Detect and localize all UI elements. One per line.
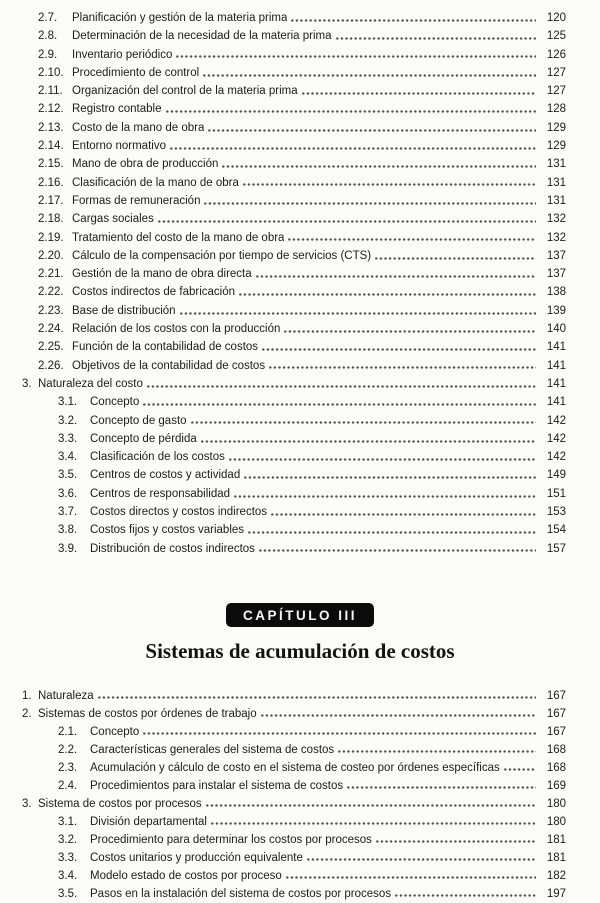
- toc-leader-dots: [233, 494, 536, 499]
- toc-leader-dots: [287, 237, 536, 242]
- toc-entry: [0, 320, 566, 338]
- toc-entry-number: 2.8.: [38, 30, 58, 43]
- toc-entry-title: Costo de la mano de obra: [72, 121, 205, 134]
- toc-entry: [0, 849, 566, 867]
- toc-leader-dots: [346, 785, 536, 790]
- toc-leader-dots: [202, 73, 536, 78]
- toc-entry-page-number: 149: [546, 469, 566, 482]
- toc-entry: [0, 283, 566, 301]
- toc-entry-number: 2.13.: [38, 121, 64, 134]
- toc-entry-title: Planificación y gestión de la materia prima: [72, 12, 288, 24]
- toc-entry: [0, 64, 566, 82]
- toc-entry-title: Procedimiento para determinar los costos por procesos: [90, 833, 372, 846]
- toc-leader-dots: [169, 146, 536, 151]
- toc-entry-title: Concepto de pérdida: [90, 432, 197, 445]
- toc-entry-title: Costos indirectos de fabricación: [72, 286, 235, 299]
- toc-entry: [0, 723, 566, 741]
- toc-entry-title: Pasos en la instalación del sistema de costos por procesos: [90, 887, 392, 900]
- toc-entry-title: Costos unitarios y producción equivalente: [90, 851, 303, 864]
- toc-entry-number: 3.2.: [58, 833, 78, 846]
- toc-entry-number: 2.10.: [38, 66, 64, 79]
- toc-entry-title: Clasificación de los costos: [90, 451, 225, 464]
- toc-entry-number: 3.9.: [58, 542, 78, 555]
- toc-entry: [0, 137, 566, 155]
- toc-entry-number: 3.5.: [58, 887, 78, 900]
- toc-entry: [0, 885, 566, 903]
- toc-entry-title: Naturaleza del costo: [38, 377, 143, 390]
- toc-entry: [0, 540, 566, 558]
- toc-entry-page-number: 142: [546, 414, 566, 427]
- toc-entry: [0, 813, 566, 831]
- toc-entry: [0, 302, 566, 320]
- toc-entry-page-number: 168: [546, 743, 566, 756]
- toc-entry-number: 2.: [22, 707, 32, 720]
- toc-entry-title: Registro contable: [72, 103, 162, 116]
- toc-entry-title: Acumulación y cálculo de costo en el sistema de costeo por órdenes específicas: [90, 761, 500, 774]
- toc-entry-page-number: 197: [546, 887, 566, 900]
- toc-entry-title: Tratamiento del costo de la mano de obra: [72, 231, 285, 244]
- toc-leader-dots: [375, 839, 536, 844]
- toc-entry-page-number: 139: [546, 304, 566, 317]
- toc-entry-number: 2.16.: [38, 176, 64, 189]
- toc-entry: [0, 393, 566, 411]
- toc-entry-number: 2.12.: [38, 103, 64, 116]
- toc-entry-title: Función de la contabilidad de costos: [72, 341, 259, 354]
- toc-entry-title: Costos directos y costos indirectos: [90, 506, 268, 519]
- toc-entry-page-number: 125: [546, 30, 566, 43]
- toc-entry-page-number: 129: [546, 121, 566, 134]
- toc-leader-dots: [210, 821, 536, 826]
- toc-leader-dots: [335, 36, 536, 41]
- toc-leader-dots: [203, 201, 536, 206]
- toc-entry-page-number: 142: [546, 451, 566, 464]
- toc-entry-title: Cargas sociales: [72, 213, 154, 226]
- toc-entry-page-number: 167: [546, 689, 566, 702]
- toc-entry: [0, 777, 566, 795]
- toc-leader-dots: [228, 457, 536, 462]
- toc-entry-title: Inventario periódico: [72, 48, 173, 61]
- toc-entry-number: 3.1.: [58, 396, 78, 409]
- toc-entry-title: Procedimientos para instalar el sistema de costos: [90, 779, 344, 792]
- toc-leader-dots: [285, 875, 536, 880]
- toc-entry-number: 3.6.: [58, 487, 78, 500]
- toc-entry-page-number: 127: [546, 85, 566, 98]
- toc-entry: [0, 229, 566, 247]
- toc-entry-number: 2.25.: [38, 341, 64, 354]
- toc-entry-page-number: 131: [546, 176, 566, 189]
- toc-entry: [0, 357, 566, 375]
- toc-entry-title: Mano de obra de producción: [72, 158, 219, 171]
- toc-entry-number: 2.4.: [58, 779, 78, 792]
- toc-entry: [0, 119, 566, 137]
- toc-entry-title: Concepto: [90, 396, 140, 409]
- toc-entry-number: 2.14.: [38, 140, 64, 153]
- toc-entry-title: Naturaleza: [38, 689, 94, 702]
- toc-leader-dots: [221, 164, 536, 169]
- toc-entry-number: 2.3.: [58, 761, 78, 774]
- toc-entry: [0, 448, 566, 466]
- chapter-heading-block: [0, 603, 600, 664]
- toc-entry-number: 2.20.: [38, 249, 64, 262]
- toc-entry: [0, 247, 566, 265]
- toc-entry-number: 2.18.: [38, 213, 64, 226]
- toc-entry: [0, 831, 566, 849]
- toc-entry-number: 3.: [22, 797, 32, 810]
- toc-entry: [0, 503, 566, 521]
- toc-leader-dots: [247, 530, 536, 535]
- toc-entry-page-number: 154: [546, 524, 566, 537]
- toc-leader-dots: [157, 219, 536, 224]
- toc-entry-page-number: 138: [546, 286, 566, 299]
- toc-entry-page-number: 132: [546, 231, 566, 244]
- toc-entry: [0, 705, 566, 723]
- toc-entry-number: 2.1.: [58, 725, 78, 738]
- toc-entry-page-number: 141: [546, 341, 566, 354]
- toc-entry-page-number: 151: [546, 487, 566, 500]
- toc-entry-number: 2.19.: [38, 231, 64, 244]
- toc-entry-number: 3.7.: [58, 506, 78, 519]
- toc-leader-dots: [142, 402, 536, 407]
- toc-entry: [0, 795, 566, 813]
- toc-leader-dots: [306, 857, 536, 862]
- toc-entry-page-number: 181: [546, 833, 566, 846]
- toc-entry-page-number: 180: [546, 797, 566, 810]
- toc-entry-title: División departamental: [90, 815, 207, 828]
- toc-entry-number: 3.1.: [58, 815, 78, 828]
- toc-entry: [0, 100, 566, 118]
- toc-entry: [0, 430, 566, 448]
- toc-entry: [0, 521, 566, 539]
- toc-entry-number: 3.3.: [58, 851, 78, 864]
- toc-entry: [0, 192, 566, 210]
- toc-entry-page-number: 168: [546, 761, 566, 774]
- toc-entry-page-number: 169: [546, 779, 566, 792]
- toc-entry-title: Modelo estado de costos por proceso: [90, 869, 282, 882]
- toc-entry: [0, 687, 566, 705]
- toc-entry-number: 2.7.: [38, 12, 58, 24]
- toc-entry-number: 2.17.: [38, 194, 64, 207]
- toc-entry-page-number: 180: [546, 815, 566, 828]
- toc-entry-number: 1.: [22, 689, 32, 702]
- toc-entry-title: Cálculo de la compensación por tiempo de servicios (CTS): [72, 249, 372, 262]
- toc-entry-title: Sistema de costos por procesos: [38, 797, 202, 810]
- toc-leader-dots: [200, 439, 536, 444]
- toc-leader-dots: [142, 731, 536, 736]
- toc-entry: [0, 82, 566, 100]
- toc-entry-page-number: 132: [546, 213, 566, 226]
- toc-entry-number: 3.4.: [58, 869, 78, 882]
- toc-entry-title: Concepto de gasto: [90, 414, 187, 427]
- toc-entry-title: Procedimiento de control: [72, 66, 200, 79]
- toc-entry: [0, 174, 566, 192]
- toc-entry: [0, 27, 566, 45]
- toc-entry-number: 2.11.: [38, 85, 63, 98]
- toc-entry: [0, 46, 566, 64]
- toc-entry-page-number: 120: [546, 12, 566, 24]
- toc-entry-page-number: 140: [546, 323, 566, 336]
- toc-entry: [0, 466, 566, 484]
- toc-entry-number: 2.24.: [38, 323, 64, 336]
- toc-entry-title: Características generales del sistema de costos: [90, 743, 335, 756]
- toc-entry-title: Relación de los costos con la producción: [72, 323, 281, 336]
- toc-entry-page-number: 142: [546, 432, 566, 445]
- toc-entry-title: Clasificación de la mano de obra: [72, 176, 239, 189]
- toc-leader-dots: [258, 548, 536, 553]
- toc-leader-dots: [175, 54, 536, 59]
- toc-entry: [0, 210, 566, 228]
- toc-entry-page-number: 167: [546, 725, 566, 738]
- toc-entry: [0, 338, 566, 356]
- toc-entry-title: Costos fijos y costos variables: [90, 524, 245, 537]
- toc-entry-number: 3.5.: [58, 469, 78, 482]
- toc-leader-dots: [270, 512, 536, 517]
- toc-entry-page-number: 126: [546, 48, 566, 61]
- toc-entry: [0, 485, 566, 503]
- toc-entry-page-number: 131: [546, 194, 566, 207]
- toc-entry-title: Entorno normativo: [72, 140, 166, 153]
- toc-entry: [0, 375, 566, 393]
- toc-leader-dots: [190, 420, 536, 425]
- toc-entry: [0, 741, 566, 759]
- toc-entry-number: 2.15.: [38, 158, 64, 171]
- toc-leader-dots: [205, 803, 536, 808]
- toc-leader-dots: [283, 329, 536, 334]
- toc-entry-title: Distribución de costos indirectos: [90, 542, 255, 555]
- toc-entry-page-number: 128: [546, 103, 566, 116]
- toc-leader-dots: [255, 274, 536, 279]
- toc-entry-page-number: 131: [546, 158, 566, 171]
- toc-entry-number: 3.3.: [58, 432, 78, 445]
- toc-entry: [0, 265, 566, 283]
- toc-entry-number: 2.9.: [38, 48, 58, 61]
- table-of-contents-bottom: [0, 687, 600, 903]
- toc-entry-number: 3.2.: [58, 414, 78, 427]
- toc-leader-dots: [146, 384, 536, 389]
- toc-entry-number: 3.: [22, 377, 32, 390]
- toc-entry: [0, 412, 566, 430]
- toc-entry-page-number: 181: [546, 851, 566, 864]
- toc-entry-title: Centros de costos y actividad: [90, 469, 241, 482]
- toc-entry-page-number: 137: [546, 249, 566, 262]
- toc-entry-title: Objetivos de la contabilidad de costos: [72, 359, 266, 372]
- chapter-title: Sistemas de acumulación de costos: [145, 638, 455, 663]
- toc-leader-dots: [301, 91, 536, 96]
- chapter-badge: CAPÍTULO III: [226, 603, 374, 627]
- toc-entry-number: 2.26.: [38, 359, 64, 372]
- table-of-contents-top: [0, 9, 600, 558]
- toc-entry-page-number: 137: [546, 268, 566, 281]
- toc-entry-page-number: 182: [546, 869, 566, 882]
- toc-leader-dots: [261, 347, 536, 352]
- toc-leader-dots: [207, 128, 536, 133]
- toc-entry: [0, 759, 566, 777]
- toc-entry-number: 2.22.: [38, 286, 64, 299]
- toc-entry-title: Organización del control de la materia prima: [72, 85, 298, 98]
- toc-entry-number: 3.4.: [58, 451, 78, 464]
- toc-leader-dots: [242, 182, 536, 187]
- toc-leader-dots: [374, 256, 536, 261]
- toc-entry-title: Determinación de la necesidad de la materia prima: [72, 30, 332, 43]
- toc-entry-page-number: 141: [546, 377, 566, 390]
- toc-entry-page-number: 141: [546, 396, 566, 409]
- toc-entry: [0, 9, 566, 27]
- toc-entry-page-number: 153: [546, 506, 566, 519]
- toc-leader-dots: [238, 292, 536, 297]
- toc-entry: [0, 155, 566, 173]
- toc-leader-dots: [290, 18, 536, 23]
- toc-leader-dots: [243, 475, 536, 480]
- toc-leader-dots: [337, 749, 536, 754]
- toc-entry-number: 3.8.: [58, 524, 78, 537]
- toc-entry-number: 2.2.: [58, 743, 78, 756]
- toc-entry-page-number: 141: [546, 359, 566, 372]
- toc-entry-title: Concepto: [90, 725, 140, 738]
- toc-leader-dots: [165, 109, 537, 114]
- toc-entry-title: Gestión de la mano de obra directa: [72, 268, 252, 281]
- toc-entry-page-number: 127: [546, 66, 566, 79]
- toc-entry-title: Formas de remuneración: [72, 194, 201, 207]
- toc-leader-dots: [268, 365, 536, 370]
- toc-entry-title: Base de distribución: [72, 304, 176, 317]
- toc-leader-dots: [394, 893, 536, 898]
- toc-entry-number: 2.23.: [38, 304, 64, 317]
- toc-entry-number: 2.21.: [38, 268, 64, 281]
- toc-entry-page-number: 157: [546, 542, 566, 555]
- toc-entry-page-number: 167: [546, 707, 566, 720]
- toc-entry-title: Sistemas de costos por órdenes de trabajo: [38, 707, 257, 720]
- toc-entry-page-number: 129: [546, 140, 566, 153]
- toc-leader-dots: [179, 311, 536, 316]
- toc-entry: [0, 867, 566, 885]
- toc-leader-dots: [260, 713, 536, 718]
- toc-leader-dots: [503, 767, 536, 772]
- toc-leader-dots: [97, 695, 536, 700]
- toc-entry-title: Centros de responsabilidad: [90, 487, 231, 500]
